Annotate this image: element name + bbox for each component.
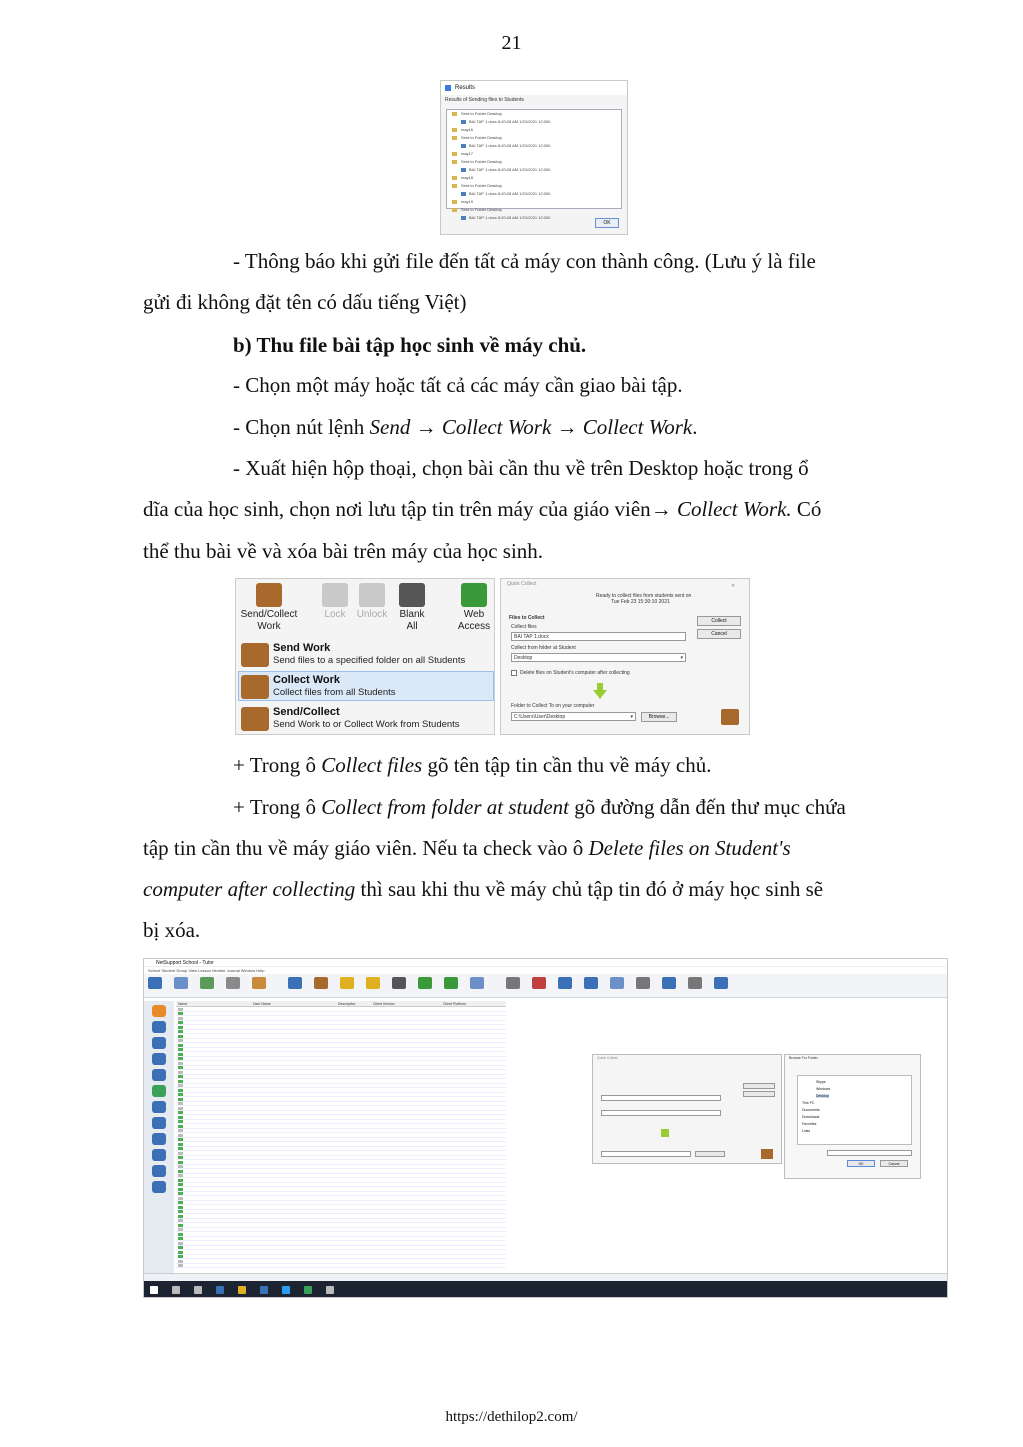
menu-item-title: Send/Collect: [273, 706, 340, 718]
folder-icon: [452, 176, 457, 180]
computer-icon: [178, 1026, 183, 1029]
arrow-down-icon: [593, 683, 607, 699]
p6-pre: + Trong ô: [233, 795, 322, 819]
sidebar-icon[interactable]: [152, 1037, 166, 1049]
computer-icon: [178, 1035, 183, 1038]
result-row: [447, 206, 621, 214]
computer-icon: [178, 1075, 183, 1078]
computer-icon: [178, 1210, 183, 1213]
toolbar-label: Blank All: [399, 609, 425, 632]
result-row-text: Sent to Folder Desktop: [461, 159, 502, 164]
mini-browse-button[interactable]: [695, 1151, 725, 1157]
ribbon-icon[interactable]: [506, 977, 520, 989]
result-row-text: BAI TAP 1.docx 8:20:28 AM 1/21/2021 12:000: [469, 191, 551, 196]
folder-tree-item[interactable]: Documents: [802, 1108, 820, 1112]
result-row: [447, 126, 621, 134]
computer-icon: [178, 1260, 183, 1263]
browse-cancel-button[interactable]: Cancel: [880, 1160, 908, 1167]
computer-icon: [178, 1228, 183, 1231]
paragraph-4-line-2: [143, 497, 821, 522]
computer-icon: [178, 1030, 183, 1033]
taskbar-icon[interactable]: [260, 1286, 268, 1294]
computer-icon: [178, 1143, 183, 1146]
table-row[interactable]: [176, 1264, 506, 1269]
computer-icon: [178, 1107, 183, 1110]
p4-collect-work: Collect Work.: [676, 497, 792, 521]
ribbon-icon[interactable]: [226, 977, 240, 989]
result-row-text: Sent to Folder Desktop: [461, 207, 502, 212]
taskbar-icon[interactable]: [304, 1286, 312, 1294]
result-row: [447, 134, 621, 142]
computer-icon: [178, 1021, 183, 1024]
taskbar-icon[interactable]: [238, 1286, 246, 1294]
paragraph-7: [143, 836, 791, 861]
p4-pre: dĩa của học sinh, chọn nơi lưu tập tin trên máy của giáo viên: [143, 497, 651, 521]
folder-tree-item[interactable]: Skype: [816, 1080, 826, 1084]
computer-icon: [178, 1017, 183, 1020]
menu-item[interactable]: [238, 671, 494, 701]
computer-icon: [178, 1170, 183, 1173]
toolbar-label: Send/Collect Work: [240, 609, 298, 632]
folder-tree-item[interactable]: Windows: [816, 1087, 831, 1091]
folder-name-input[interactable]: [827, 1150, 912, 1156]
arrow-right-icon: →: [650, 497, 677, 521]
briefcase-icon: [241, 675, 269, 699]
ribbon-icon[interactable]: [714, 977, 728, 989]
computer-icon: [178, 1134, 183, 1137]
ribbon-icon[interactable]: [366, 977, 380, 989]
paragraph-6: [233, 795, 846, 820]
computer-icon: [178, 1071, 183, 1074]
ribbon-icon[interactable]: [392, 977, 406, 989]
results-subtitle: Results of Sending files to Students: [445, 97, 524, 103]
paragraph-9: bị xóa.: [143, 918, 201, 942]
result-row-text: Sent to Folder Desktop: [461, 183, 502, 188]
result-row: [447, 150, 621, 158]
computer-icon: [178, 1161, 183, 1164]
status-bar: [144, 1273, 948, 1281]
cancel-button[interactable]: Cancel: [697, 629, 741, 639]
menu-item[interactable]: [238, 639, 494, 669]
computer-icon: [178, 1053, 183, 1056]
computer-icon: [178, 1224, 183, 1227]
computer-icon: [178, 1215, 183, 1218]
p5-pre: + Trong ô: [233, 753, 322, 777]
ribbon-icon[interactable]: [252, 977, 266, 989]
computer-icon: [178, 1116, 183, 1119]
computer-icon: [178, 1174, 183, 1177]
grid-rows: [176, 1007, 506, 1268]
file-icon: [461, 168, 466, 172]
computer-icon: [178, 1008, 183, 1011]
ribbon-icon[interactable]: [314, 977, 328, 989]
result-row: [447, 110, 621, 118]
collect-files-input[interactable]: [511, 632, 686, 641]
computer-icon: [178, 1242, 183, 1245]
p6-post: gõ đường dẫn đến thư mục chứa: [569, 795, 846, 819]
briefcase-icon: [721, 709, 739, 725]
menu-bar: School Student Group View Lesson Monitor Journal Window Help: [148, 968, 265, 973]
menu-item[interactable]: [238, 703, 494, 733]
menu-item-description: Send files to a specified folder on all Students: [273, 655, 466, 666]
paragraph-2: - Chọn một máy hoặc tất cả các máy cần giao bài tập.: [233, 373, 683, 397]
paragraph-1-line-2: gửi đi không đặt tên có dấu tiếng Việt): [143, 290, 467, 314]
result-row: [447, 190, 621, 198]
chevron-down-icon: ▾: [630, 714, 633, 720]
computer-icon: [178, 1206, 183, 1209]
mini-arrow-down-icon: [661, 1129, 669, 1137]
sidebar-icon[interactable]: [152, 1053, 166, 1065]
computer-icon: [178, 1111, 183, 1114]
window-title: NetSupport School - Tutor: [144, 959, 947, 967]
toolbar-button[interactable]: [354, 583, 390, 621]
computer-icon: [178, 1179, 183, 1182]
computer-icon: [178, 1080, 183, 1083]
ribbon-icon[interactable]: [174, 977, 188, 989]
ribbon-icon[interactable]: [636, 977, 650, 989]
folder-tree-item[interactable]: Favorites: [802, 1122, 817, 1126]
sidebar-icon[interactable]: [152, 1117, 166, 1129]
menu-item-description: Send Work to or Collect Work from Students: [273, 719, 460, 730]
sidebar-icon[interactable]: [152, 1005, 166, 1017]
ready-date: Tue Feb 23 15:30:10 2021: [611, 599, 670, 605]
briefcase-icon: [241, 643, 269, 667]
computer-icon: [178, 1129, 183, 1132]
folder-tree-item[interactable]: Desktop: [816, 1094, 829, 1098]
mini-quick-collect-dialog: [592, 1054, 782, 1164]
file-icon: [461, 120, 466, 124]
folder-to-collect-select[interactable]: [511, 712, 636, 721]
ribbon-icon[interactable]: [584, 977, 598, 989]
result-row-text: BAI TAP 1.docx 8:20:28 AM 1/21/2021 12:000: [469, 167, 551, 172]
result-row: [447, 174, 621, 182]
paragraph-1-line-1: - Thông báo khi gửi file đến tất cả máy con thành công. (Lưu ý là file: [233, 249, 816, 273]
mini-collect-files-input[interactable]: [601, 1095, 721, 1101]
computer-icon: [178, 1125, 183, 1128]
column-header[interactable]: Client Version: [373, 1002, 395, 1006]
computer-icon: [178, 1165, 183, 1168]
ribbon-icon[interactable]: [532, 977, 546, 989]
toolbar-icon: [256, 583, 282, 607]
computer-icon: [178, 1062, 183, 1065]
collect-from-label: Collect from folder at Student: [511, 645, 576, 651]
result-row-text: Sent to Folder Desktop: [461, 135, 502, 140]
result-row: [447, 166, 621, 174]
ribbon-icon[interactable]: [662, 977, 676, 989]
p6-em: Collect from folder at student: [321, 795, 570, 819]
computer-icon: [178, 1120, 183, 1123]
send-collect-menu-screenshot: [235, 578, 495, 735]
toolbar-icon: [461, 583, 487, 607]
mini-cancel-button[interactable]: [743, 1091, 775, 1097]
arrow-right-icon: →: [551, 415, 583, 439]
collect-from-value: Desktop: [514, 655, 533, 661]
computer-icon: [178, 1233, 183, 1236]
collect-files-value: BAI TAP 1.docx: [514, 634, 549, 640]
menu-item-title: Send Work: [273, 642, 331, 654]
computer-icon: [178, 1188, 183, 1191]
p3-collect-work-2: Collect Work: [582, 415, 693, 439]
result-row: [447, 182, 621, 190]
paragraph-4-line-1: - Xuất hiện hộp thoại, chọn bài cần thu về trên Desktop hoặc trong ổ: [233, 456, 809, 480]
sidebar-icon[interactable]: [152, 1165, 166, 1177]
file-icon: [461, 192, 466, 196]
p5-em: Collect files: [321, 753, 423, 777]
ribbon-icon[interactable]: [558, 977, 572, 989]
ribbon-icon[interactable]: [200, 977, 214, 989]
computer-icon: [178, 1192, 183, 1195]
computer-icon: [178, 1197, 183, 1200]
folder-icon: [452, 160, 457, 164]
collect-from-select[interactable]: [511, 653, 686, 662]
briefcase-icon: [241, 707, 269, 731]
computer-icon: [178, 1066, 183, 1069]
computer-icon: [178, 1089, 183, 1092]
mini-collect-button[interactable]: [743, 1083, 775, 1089]
result-row-text: may16: [461, 127, 474, 132]
ribbon-icon[interactable]: [340, 977, 354, 989]
heading-b-text: b) Thu file bài tập học sinh về máy chủ.: [233, 333, 587, 357]
results-title: Results: [455, 85, 476, 91]
results-title-bar: [441, 81, 627, 95]
toolbar-label: Web Access: [457, 609, 491, 632]
computer-icon: [178, 1246, 183, 1249]
result-row: [447, 118, 621, 126]
result-row: [447, 158, 621, 166]
computer-icon: [178, 1048, 183, 1051]
p8-em: computer after collecting: [143, 877, 356, 901]
computer-icon: [178, 1147, 183, 1150]
taskbar-icon[interactable]: [194, 1286, 202, 1294]
folder-to-collect-label: Folder to Collect To on your computer: [511, 703, 595, 709]
sidebar-icon[interactable]: [152, 1101, 166, 1113]
ok-button[interactable]: OK: [595, 218, 619, 228]
toolbar-button[interactable]: [392, 583, 432, 633]
toolbar-icon: [399, 583, 425, 607]
computer-icon: [178, 1255, 183, 1258]
section-heading-b: [233, 333, 586, 358]
p8-post: thì sau khi thu về máy chủ tập tin đó ở máy học sinh sẽ: [355, 877, 824, 901]
quick-collect-dialog-screenshot: [500, 578, 750, 735]
folder-icon: [452, 128, 457, 132]
result-row-text: may19: [461, 199, 474, 204]
column-header[interactable]: User Name: [253, 1002, 271, 1006]
folder-icon: [452, 112, 457, 116]
ribbon-icon[interactable]: [148, 977, 162, 989]
student-grid: [176, 1001, 506, 1276]
sidebar-icon[interactable]: [152, 1133, 166, 1145]
column-header[interactable]: Client Platform: [443, 1002, 466, 1006]
result-row-text: BAI TAP 1.docx 8:20:28 AM 1/21/2021 12:000: [469, 119, 551, 124]
file-icon: [461, 216, 466, 220]
p4-post: Có: [791, 497, 822, 521]
folder-value: C:\Users\User\Desktop: [514, 714, 566, 720]
paragraph-4-line-3: thể thu bài về và xóa bài trên máy của học sinh.: [143, 539, 544, 563]
menu-item-title: Collect Work: [273, 674, 341, 686]
computer-icon: [178, 1039, 183, 1042]
computer-icon: [178, 1012, 183, 1015]
taskbar-icon[interactable]: [172, 1286, 180, 1294]
toolbar-label: Lock: [324, 609, 346, 620]
result-row-text: BAI TAP 1.docx 8:20:28 AM 1/21/2021 12:000: [469, 215, 551, 220]
collect-files-label: Collect files: [511, 624, 537, 630]
folder-icon: [452, 208, 457, 212]
computer-icon: [178, 1098, 183, 1101]
ribbon-icon[interactable]: [688, 977, 702, 989]
result-row-text: BAI TAP 1.docx 8:20:28 AM 1/21/2021 12:000: [469, 143, 551, 148]
sidebar-icon[interactable]: [152, 1021, 166, 1033]
close-icon[interactable]: ✕: [731, 583, 736, 589]
chevron-down-icon: ▾: [680, 655, 683, 661]
results-dialog-screenshot: [440, 80, 628, 235]
result-row-text: Sent to Folder Desktop: [461, 111, 502, 116]
ribbon-icon[interactable]: [470, 977, 484, 989]
mini-folder-select[interactable]: [601, 1151, 691, 1157]
computer-icon: [178, 1201, 183, 1204]
folder-icon: [452, 184, 457, 188]
taskbar-icon[interactable]: [150, 1286, 158, 1294]
computer-icon: [178, 1264, 183, 1267]
browse-button[interactable]: Browse...: [641, 712, 677, 722]
toolbar-icon: [322, 583, 348, 607]
computer-icon: [178, 1102, 183, 1105]
folder-tree-item[interactable]: Downloads: [802, 1115, 820, 1119]
computer-icon: [178, 1044, 183, 1047]
p7-pre: tập tin cần thu về máy giáo viên. Nếu ta check vào ô: [143, 836, 589, 860]
paragraph-3: [233, 415, 698, 440]
computer-icon: [178, 1156, 183, 1159]
computer-icon: [178, 1251, 183, 1254]
arrow-right-icon: →: [410, 415, 442, 439]
taskbar-icon[interactable]: [216, 1286, 224, 1294]
mini-dialog-title: Quick Collect: [597, 1056, 618, 1060]
folder-tree-item[interactable]: This PC: [802, 1101, 815, 1105]
app-icon: [445, 85, 451, 91]
browse-ok-button[interactable]: OK: [847, 1160, 875, 1167]
computer-icon: [178, 1084, 183, 1087]
collect-button[interactable]: Collect: [697, 616, 741, 626]
folder-icon: [452, 200, 457, 204]
taskbar-icon[interactable]: [282, 1286, 290, 1294]
toolbar-icon: [359, 583, 385, 607]
toolbar-label: Unlock: [356, 609, 388, 620]
sidebar-icon[interactable]: [152, 1149, 166, 1161]
delete-files-checkbox[interactable]: [511, 670, 517, 676]
left-sidebar: [144, 1001, 174, 1276]
browse-for-folder-dialog: [784, 1054, 921, 1179]
computer-icon: [178, 1183, 183, 1186]
folder-icon: [452, 136, 457, 140]
browse-title: Browse For Folder: [789, 1056, 818, 1060]
taskbar-icon[interactable]: [326, 1286, 334, 1294]
page-number: 21: [501, 32, 522, 54]
folder-icon: [452, 152, 457, 156]
column-header[interactable]: Name: [178, 1002, 188, 1006]
mini-collect-from-select[interactable]: [601, 1110, 721, 1116]
p7-em: Delete files on Student's: [588, 836, 791, 860]
windows-taskbar: [144, 1281, 948, 1298]
result-row: [447, 142, 621, 150]
result-row-text: may18: [461, 175, 474, 180]
file-icon: [461, 144, 466, 148]
p3-pre: - Chọn nút lệnh: [233, 415, 370, 439]
ribbon-icon[interactable]: [444, 977, 458, 989]
ribbon-toolbar: [144, 974, 947, 998]
folder-tree[interactable]: [797, 1075, 912, 1145]
toolbar-button[interactable]: [318, 583, 352, 621]
p3-collect-work-1: Collect Work: [441, 415, 552, 439]
result-row: [447, 198, 621, 206]
sidebar-icon[interactable]: [152, 1069, 166, 1081]
dialog-title: Quick Collect: [507, 581, 537, 587]
toolbar-button[interactable]: [238, 583, 300, 633]
p3-send: Send: [369, 415, 411, 439]
sidebar-icon[interactable]: [152, 1085, 166, 1097]
menu-item-description: Collect files from all Students: [273, 687, 396, 698]
results-list: [446, 109, 622, 220]
ribbon-icon[interactable]: [610, 977, 624, 989]
computer-icon: [178, 1237, 183, 1240]
column-header[interactable]: Description: [338, 1002, 356, 1006]
computer-icon: [178, 1152, 183, 1155]
netsupport-desktop-screenshot: [143, 958, 948, 1298]
p3-end: .: [692, 415, 698, 439]
result-row-text: may17: [461, 151, 474, 156]
p5-post: gõ tên tập tin cần thu về máy chủ.: [422, 753, 712, 777]
computer-icon: [178, 1093, 183, 1096]
files-to-collect-label: Files to Collect: [509, 615, 545, 621]
ready-text: Ready to collect files from students sent on: [596, 593, 692, 599]
computer-icon: [178, 1219, 183, 1222]
mini-briefcase-icon: [761, 1149, 773, 1159]
delete-files-label: Delete files on Student's computer after collecting: [520, 670, 630, 676]
computer-icon: [178, 1138, 183, 1141]
footer-url: https://dethilop2.com/: [445, 1409, 578, 1425]
ribbon-icon[interactable]: [288, 977, 302, 989]
folder-tree-item[interactable]: Links: [802, 1129, 811, 1133]
ribbon-icon[interactable]: [418, 977, 432, 989]
sidebar-icon[interactable]: [152, 1181, 166, 1193]
toolbar-button[interactable]: [452, 583, 495, 633]
paragraph-5: [233, 753, 711, 778]
computer-icon: [178, 1057, 183, 1060]
paragraph-8: [143, 877, 823, 902]
